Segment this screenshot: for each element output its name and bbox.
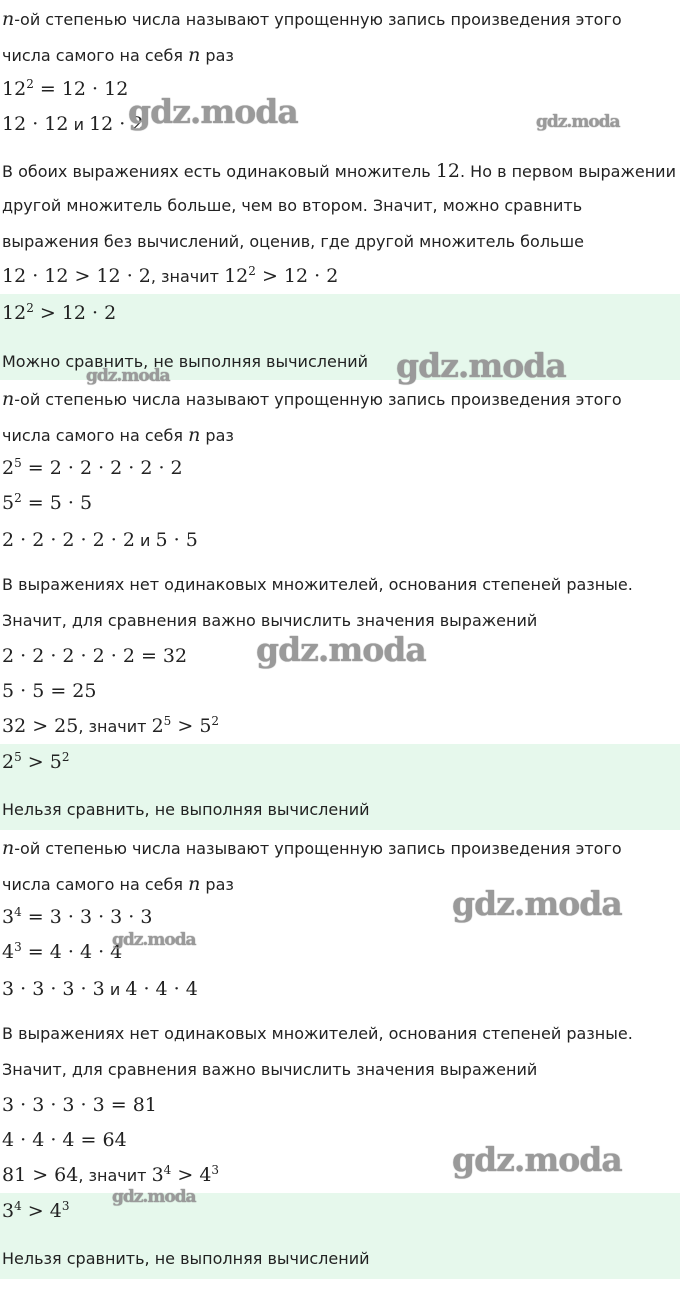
watermark: gdz.moda: [452, 1140, 622, 1179]
watermark: gdz.moda: [128, 92, 298, 131]
answer-expression: $2^5 > 5^2$: [2, 750, 70, 773]
reasoning-line-1: В обоих выражениях есть одинаковый множитель 12. Но в первом выражении: [2, 160, 676, 182]
definition-line-1: n-ой степенью числа называют упрощенную запись произведения этого: [2, 388, 622, 410]
answer-expression: $12^2 > 12 \cdot 2$: [2, 301, 117, 324]
power-definition: $5^2 = 5 \cdot 5$: [2, 491, 93, 514]
power-definition: $3^4 = 3 \cdot 3 \cdot 3 \cdot 3$: [2, 905, 153, 928]
conclusion-line: 81 > 64, значит $3^4 > 4^3$: [2, 1163, 220, 1186]
power-definition: $2^5 = 2 \cdot 2 \cdot 2 \cdot 2 \cdot 2$: [2, 456, 183, 479]
definition-line-1: n-ой степенью числа называют упрощенную запись произведения этого: [2, 837, 622, 859]
expressions-to-compare: 12 · 12 и 12 · 2: [2, 113, 144, 135]
calculation-line: 4 · 4 · 4 = 64: [2, 1129, 127, 1151]
watermark: gdz.moda: [452, 884, 622, 923]
power-definition: $4^3 = 4 \cdot 4 \cdot 4$: [2, 940, 123, 963]
reasoning-line-3: выражения без вычислений, оценив, где другой множитель больше: [2, 232, 584, 251]
answer-verdict: Нельзя сравнить, не выполняя вычислений: [2, 1249, 370, 1268]
watermark: gdz.moda: [536, 112, 620, 132]
watermark: gdz.moda: [112, 930, 196, 950]
definition-line-2: числа самого на себя n раз: [2, 424, 234, 446]
reasoning-line-1: В выражениях нет одинаковых множителей, основания степеней разные.: [2, 1024, 633, 1043]
reasoning-line-2: Значит, для сравнения важно вычислить значения выражений: [2, 611, 538, 630]
power-definition: $12^2 = 12 \cdot 12$: [2, 77, 129, 100]
conclusion-line: 32 > 25, значит $2^5 > 5^2$: [2, 714, 220, 737]
definition-line-2: числа самого на себя n раз: [2, 44, 234, 66]
answer-expression: $3^4 > 4^3$: [2, 1199, 70, 1222]
answer-verdict: Нельзя сравнить, не выполняя вычислений: [2, 800, 370, 819]
expressions-to-compare: 2 · 2 · 2 · 2 · 2 и 5 · 5: [2, 529, 198, 551]
definition-line-1: n-ой степенью числа называют упрощенную запись произведения этого: [2, 8, 622, 30]
calculation-line: 3 · 3 · 3 · 3 = 81: [2, 1094, 157, 1116]
conclusion-line: 12 · 12 > 12 · 2, значит $12^2 > 12 \cdot 2$: [2, 264, 339, 287]
reasoning-line-2: другой множитель больше, чем во втором. Значит, можно сравнить: [2, 196, 583, 215]
expressions-to-compare: 3 · 3 · 3 · 3 и 4 · 4 · 4: [2, 978, 198, 1000]
watermark: gdz.moda: [86, 366, 170, 386]
watermark: gdz.moda: [256, 630, 426, 669]
watermark: gdz.moda: [396, 346, 566, 385]
reasoning-line-2: Значит, для сравнения важно вычислить значения выражений: [2, 1060, 538, 1079]
definition-line-2: числа самого на себя n раз: [2, 873, 234, 895]
reasoning-line-1: В выражениях нет одинаковых множителей, основания степеней разные.: [2, 575, 633, 594]
answer-verdict: Можно сравнить, не выполняя вычислений: [2, 352, 369, 371]
calculation-line: 2 · 2 · 2 · 2 · 2 = 32: [2, 645, 188, 667]
calculation-line: 5 · 5 = 25: [2, 680, 97, 702]
watermark: gdz.moda: [112, 1187, 196, 1207]
